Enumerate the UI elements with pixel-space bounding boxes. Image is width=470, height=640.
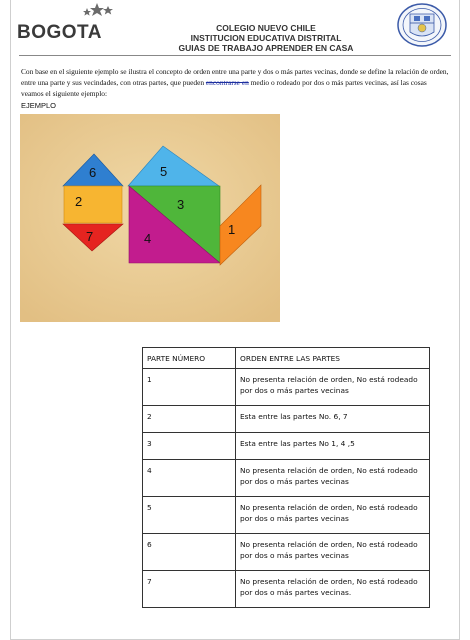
guide-title: GUIAS DE TRABAJO APRENDER EN CASA bbox=[178, 43, 354, 53]
table-row bbox=[143, 534, 430, 571]
header-part-number: PARTE NÚMERO bbox=[143, 348, 236, 369]
table-row bbox=[143, 460, 430, 497]
order-cell: No presenta relación de orden, No está rodeado por dos o más partes vecinas bbox=[236, 369, 430, 406]
piece-2 bbox=[64, 186, 122, 223]
intro-highlight: encontrarse en bbox=[205, 78, 249, 87]
document-page bbox=[10, 0, 460, 640]
part-number-cell: 6 bbox=[143, 534, 236, 571]
school-header bbox=[151, 23, 381, 53]
table-row bbox=[143, 433, 430, 460]
part-number-cell: 5 bbox=[143, 497, 236, 534]
order-cell: Esta entre las partes No 1, 4 ,5 bbox=[236, 433, 430, 460]
intro-text-end: medio o rodeado por dos o más partes vecinas, así las cosas veamos el siguiente ejemplo: bbox=[21, 78, 427, 98]
order-cell: Esta entre las partes No. 6, 7 bbox=[236, 406, 430, 433]
part-number-cell: 2 bbox=[143, 406, 236, 433]
institution-name: INSTITUCION EDUCATIVA DISTRITAL bbox=[190, 33, 342, 43]
piece-2-number: 2 bbox=[75, 194, 83, 209]
order-table bbox=[142, 347, 430, 608]
school-name: COLEGIO NUEVO CHILE bbox=[216, 23, 316, 33]
order-cell: No presenta relación de orden, No está rodeado por dos o más partes vecinas. bbox=[236, 571, 430, 608]
piece-4-number: 4 bbox=[144, 231, 152, 246]
school-seal-icon bbox=[396, 2, 448, 48]
part-number-cell: 4 bbox=[143, 460, 236, 497]
table-row bbox=[143, 497, 430, 534]
table-row bbox=[143, 406, 430, 433]
intro-text-start: Con base en el siguiente ejemplo se ilustra el concepto de orden entre una parte y dos o más partes vecinas, donde se define la relación de orden, entre una parte y sus vecindades, con otras partes, que pueden bbox=[21, 67, 449, 87]
table-row bbox=[143, 571, 430, 608]
ejemplo-label: EJEMPLO bbox=[21, 101, 57, 110]
order-cell: No presenta relación de orden, No está rodeado por dos o más partes vecinas bbox=[236, 460, 430, 497]
bogota-logo: BOGOTA bbox=[17, 22, 102, 43]
header-order: ORDEN ENTRE LAS PARTES bbox=[236, 348, 430, 369]
order-cell: No presenta relación de orden, No está rodeado por dos o más partes vecinas bbox=[236, 534, 430, 571]
intro-paragraph bbox=[21, 66, 449, 99]
part-number-cell: 1 bbox=[143, 369, 236, 406]
piece-1-number: 1 bbox=[228, 222, 236, 237]
part-number-cell: 3 bbox=[143, 433, 236, 460]
order-cell: No presenta relación de orden, No está rodeado por dos o más partes vecinas bbox=[236, 497, 430, 534]
table-header-row bbox=[143, 348, 430, 369]
piece-7-number: 7 bbox=[86, 229, 94, 244]
piece-5-number: 5 bbox=[160, 164, 168, 179]
header-divider bbox=[19, 55, 451, 56]
piece-6-number: 6 bbox=[89, 165, 97, 180]
tangram-figure bbox=[20, 114, 280, 322]
part-number-cell: 7 bbox=[143, 571, 236, 608]
piece-3-number: 3 bbox=[177, 197, 185, 212]
table-row bbox=[143, 369, 430, 406]
